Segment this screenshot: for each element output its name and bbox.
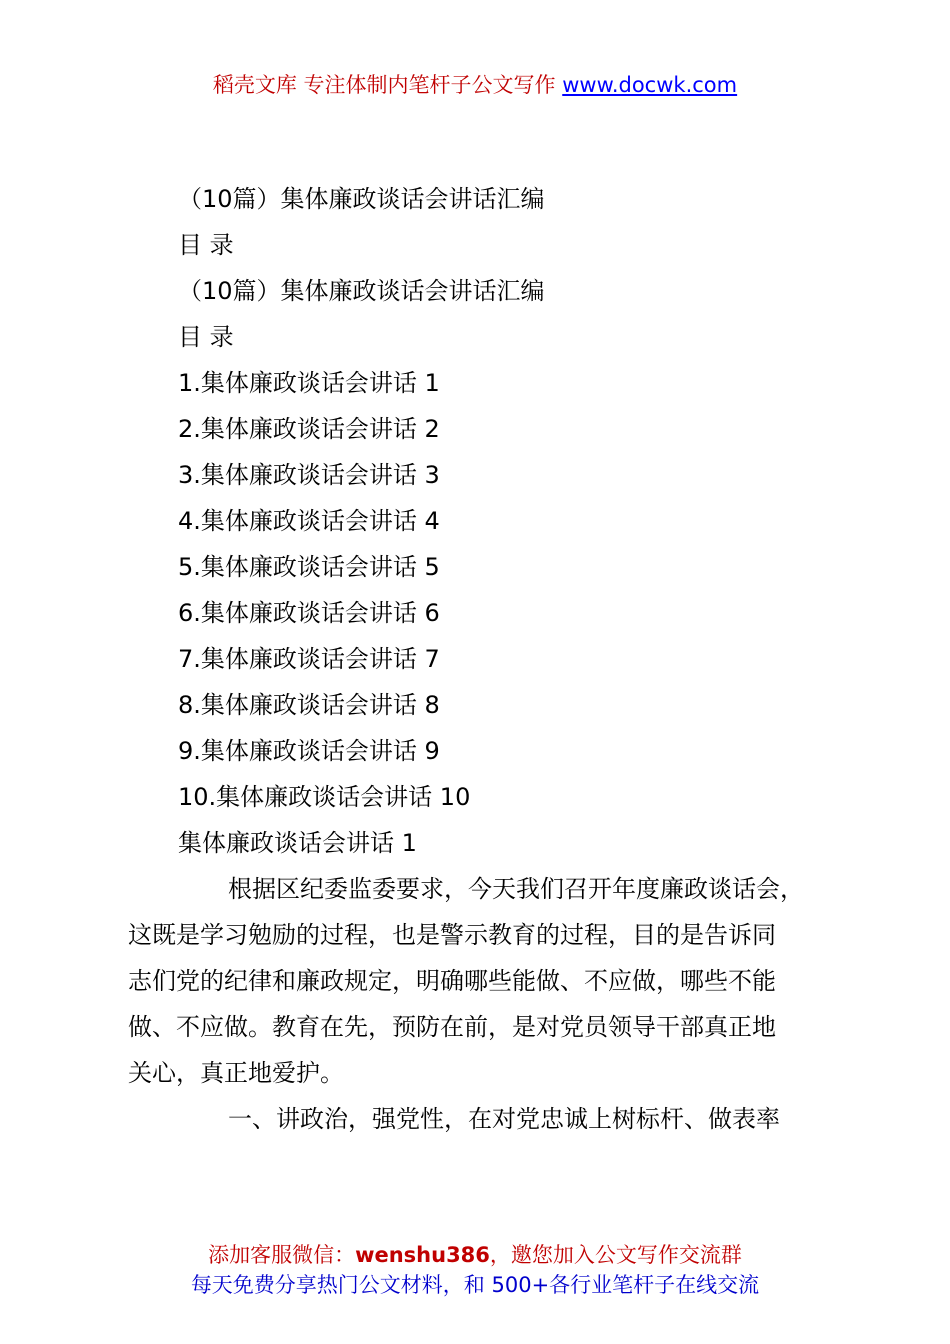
toc-item: 5.集体廉政谈话会讲话 5 (178, 553, 440, 581)
toc-item: 8.集体廉政谈话会讲话 8 (178, 691, 440, 719)
toc-item: 10.集体廉政谈话会讲话 10 (178, 783, 471, 811)
header-slogan: 稻壳文库 专注体制内笔杆子公文写作 (212, 73, 563, 97)
body-paragraphs (128, 866, 838, 1142)
toc-item: 7.集体廉政谈话会讲话 7 (178, 645, 440, 673)
toc-item: 1.集体廉政谈话会讲话 1 (178, 369, 440, 397)
toc-item: 9.集体廉政谈话会讲话 9 (178, 737, 440, 765)
paragraph-line: 关心，真正地爱护。 (128, 1059, 344, 1087)
doc-title-repeat: （10篇）集体廉政谈话会讲话汇编 (178, 277, 545, 305)
toc-item: 3.集体廉政谈话会讲话 3 (178, 461, 440, 489)
toc-item: 6.集体廉政谈话会讲话 6 (178, 599, 440, 627)
toc-heading: 目 录 (178, 231, 234, 259)
toc-heading-repeat: 目 录 (178, 323, 234, 351)
footer-suffix: ，邀您加入公文写作交流群 (489, 1243, 742, 1267)
doc-title: （10篇）集体廉政谈话会讲话汇编 (178, 185, 545, 213)
toc-item: 2.集体廉政谈话会讲话 2 (178, 415, 440, 443)
footer-prefix: 添加客服微信： (208, 1243, 356, 1267)
table-of-contents (178, 176, 545, 866)
page-footer (0, 1240, 950, 1300)
subheading: 一、讲政治，强党性，在对党忠诚上树标杆、做表率 (228, 1105, 780, 1133)
section-title: 集体廉政谈话会讲话 1 (178, 829, 417, 857)
toc-item: 4.集体廉政谈话会讲话 4 (178, 507, 440, 535)
footer-promo-line: 每天免费分享热门公文材料，和 500+各行业笔杆子在线交流 (190, 1273, 760, 1297)
paragraph-line: 做、不应做。教育在先，预防在前，是对党员领导干部真正地 (128, 1013, 776, 1041)
paragraph-line: 根据区纪委监委要求，今天我们召开年度廉政谈话会， (228, 875, 804, 903)
wechat-id: wenshu386 (355, 1243, 490, 1267)
page-header (0, 70, 950, 100)
header-url-link[interactable]: www.docwk.com (562, 73, 738, 97)
paragraph-line: 志们党的纪律和廉政规定，明确哪些能做、不应做，哪些不能 (128, 967, 776, 995)
paragraph-line: 这既是学习勉励的过程，也是警示教育的过程，目的是告诉同 (128, 921, 776, 949)
footer-contact-line (0, 1240, 950, 1270)
